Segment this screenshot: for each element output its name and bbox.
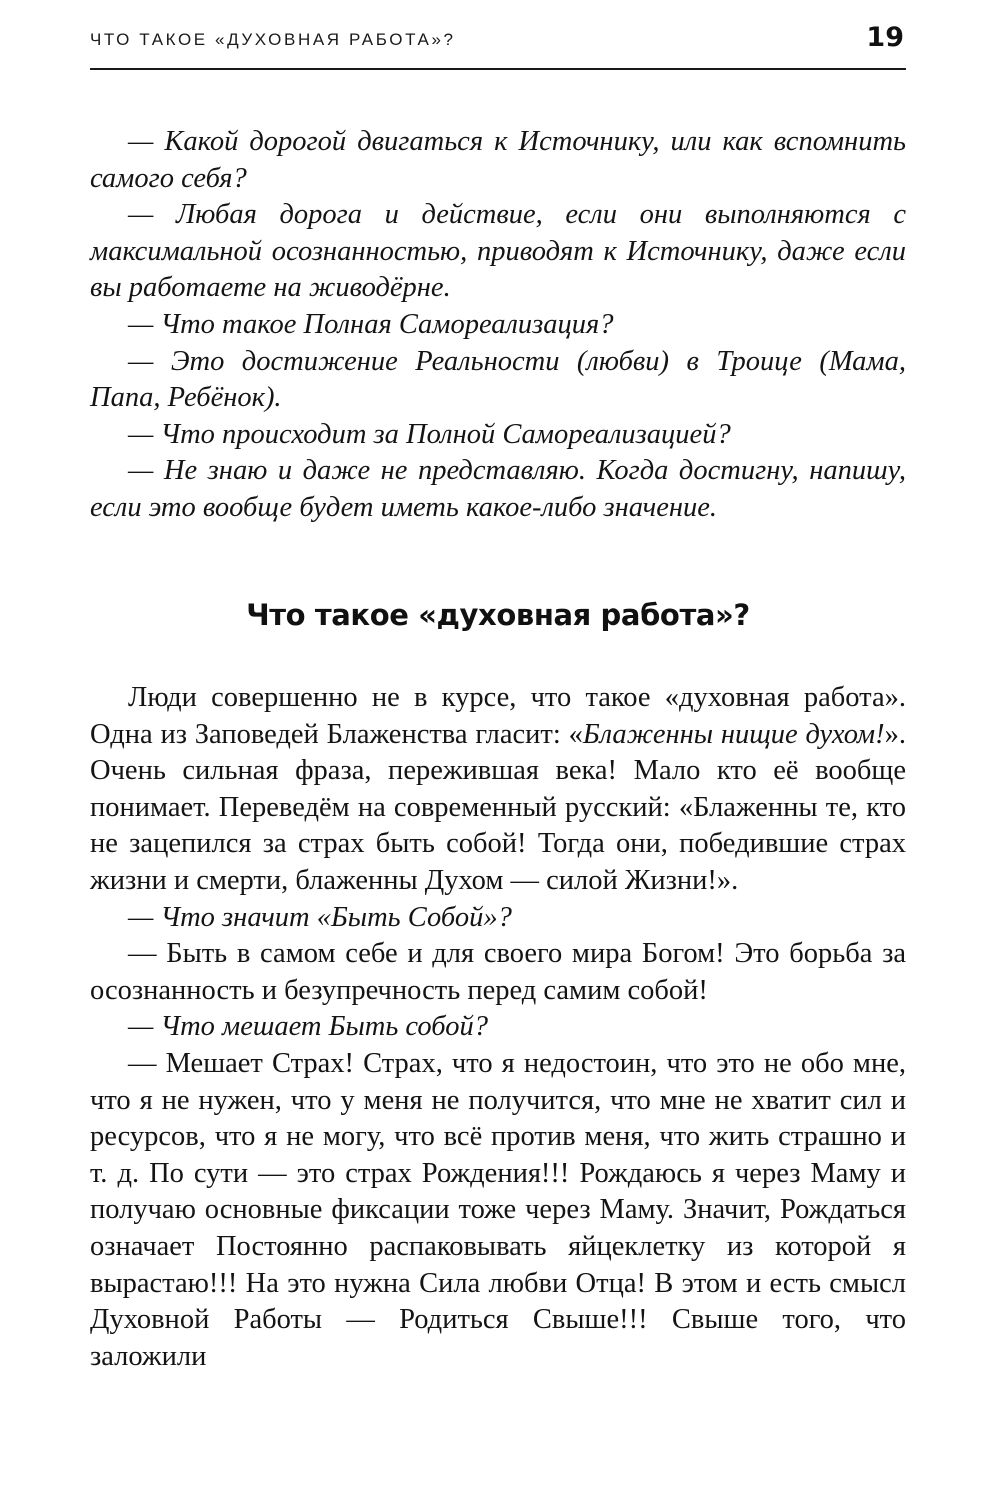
running-title: ЧТО ТАКОЕ «ДУХОВНАЯ РАБОТА»?	[90, 30, 456, 49]
answer-paragraph: — Быть в самом себе и для своего мира Богом! Это борьба за осознанность и безупречность перед самим собой!	[90, 938, 906, 1006]
answer-paragraph: — Не знаю и даже не представляю. Когда достигну, напишу, если это вообще будет иметь какое-либо значение.	[90, 455, 906, 523]
intro-text-start: Люди совершенно не в курсе, что такое «духовная работа». Одна из Заповедей Блаженства гласит: «	[90, 682, 906, 750]
question-paragraph: — Что происходит за Полной Самореализацией?	[128, 418, 731, 450]
intro-paragraph	[90, 680, 906, 900]
dialogue-top	[90, 124, 906, 527]
answer-paragraph: — Это достижение Реальности (любви) в Троице (Мама, Папа, Ребёнок).	[90, 345, 906, 414]
question-paragraph: — Что такое Полная Самореализация?	[128, 308, 614, 340]
beatitude-quote: Блаженны нищие духом!	[582, 718, 885, 750]
question-paragraph: — Что значит «Быть Собой»?	[128, 901, 512, 933]
page-number: 19	[866, 22, 904, 53]
question-paragraph: — Какой дорогой двигаться к Источнику, или как вспомнить самого себя?	[90, 126, 906, 194]
answer-paragraph: — Мешает Страх! Страх, что я недостоин, что это не обо мне, что я не нужен, что у меня не получится, что мне не хватит сил и ресурсов, что я не могу, что всё против меня, что жить страшно и т. д. По сути — это страх Рождения!!! Рождаюсь я через Маму и получаю основные фиксации тоже через Маму. Значит, Рождаться означает Постоянно распаковывать яйцеклетку из которой я вырастаю!!! На это нужна Сила любви Отца! В этом и есть смысл Духовной Работы — Родиться Свыше!!! Свыше того, что заложили	[90, 1047, 906, 1372]
section-heading: Что такое «духовная работа»?	[246, 598, 750, 632]
question-paragraph: — Что мешает Быть собой?	[128, 1011, 488, 1043]
intro-text-end: ». Очень сильная фраза, пережившая века! Мало кто её вообще понимает. Переведём на современный русский: «Блаженны те, кто не зацепился за страх быть собой! Тогда они, победившие страх жизни и смерти, блаженны Духом — силой Жизни!».	[90, 718, 906, 896]
section-body	[90, 680, 906, 1375]
answer-paragraph: — Любая дорога и действие, если они выполняются с максимальной осознанностью, приводят к Источнику, даже если вы работаете на живодёрне.	[90, 199, 906, 304]
running-header	[90, 22, 906, 70]
